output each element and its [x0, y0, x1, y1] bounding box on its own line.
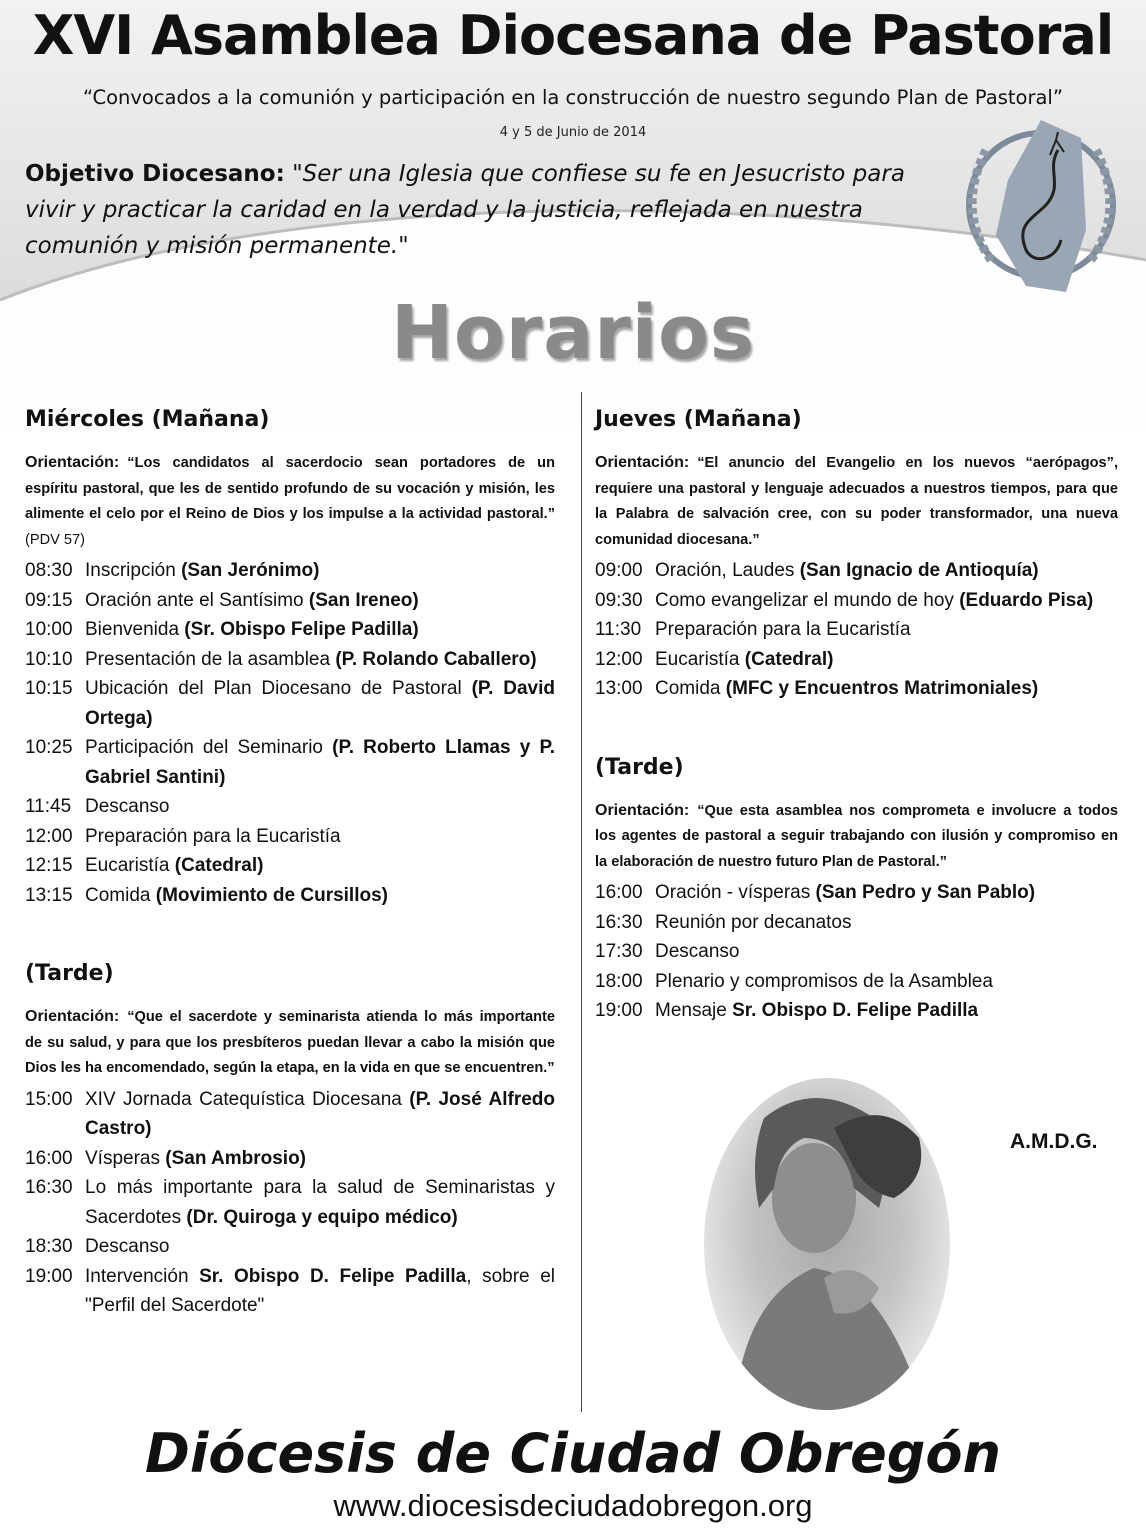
activity-text: Vísperas — [85, 1147, 166, 1169]
schedule-item — [595, 878, 1118, 908]
activity-text: Comida — [85, 884, 156, 906]
schedule-description — [655, 967, 1118, 997]
activity-text: Descanso — [85, 796, 170, 817]
schedule-time: 15:00 — [25, 1088, 73, 1110]
objective-text: "Ser una Iglesia que confiese su fe en Jesucristo para vivir y practicar la caridad en la verdad y la justicia, reflejada en nuestra comunión y misión permanente." — [25, 161, 905, 259]
orientation-text: “Que esta asamblea nos comprometa e involucre a todos los agentes de pastoral a seguir trabajando con ilusión y compromiso en la elaboración de nuestro futuro Plan de Pastoral.” — [595, 802, 1118, 870]
activity-responsible: (San Ambrosio) — [165, 1147, 307, 1169]
schedule-item — [25, 881, 555, 911]
activity-text: XIV Jornada Catequística Diocesana — [85, 1088, 410, 1110]
schedule-description — [655, 674, 1118, 704]
schedule-time: 13:15 — [25, 884, 73, 906]
schedule-description — [85, 1173, 555, 1232]
schedule-description — [655, 556, 1118, 586]
wednesday-morning-heading: Miércoles (Mañana) — [25, 407, 270, 432]
page-title: XVI Asamblea Diocesana de Pastoral — [32, 4, 1114, 67]
activity-text: Eucaristía — [85, 855, 175, 876]
schedule-time: 18:00 — [595, 970, 643, 992]
thursday-morning-heading: Jueves (Mañana) — [595, 407, 802, 432]
schedule-item — [25, 822, 555, 852]
activity-responsible: (P. Rolando Caballero) — [335, 648, 537, 670]
orientation-label: Orientación: — [595, 801, 690, 819]
schedule-description — [655, 908, 1118, 938]
orientation-label: Orientación: — [25, 454, 120, 471]
schedule-description — [85, 1144, 555, 1174]
schedule-time: 10:25 — [25, 737, 73, 758]
schedule-item — [595, 937, 1118, 967]
schedule-description — [85, 733, 555, 792]
schedule-description — [85, 851, 555, 881]
schedule-description — [655, 996, 1118, 1026]
activity-text: Oración ante el Santísimo — [85, 589, 309, 611]
diocese-name: Diócesis de Ciudad Obregón — [145, 1422, 1001, 1485]
activity-text: Intervención — [85, 1265, 200, 1287]
schedule-item — [25, 1144, 555, 1174]
schedule-time: 19:00 — [25, 1265, 73, 1287]
schedule-item — [595, 556, 1118, 586]
wednesday-afternoon-orientation — [25, 1004, 555, 1082]
activity-responsible: (San Ignacio de Antioquía) — [799, 560, 1039, 581]
activity-text: Reunión por decanatos — [655, 911, 852, 933]
activity-text: Eucaristía — [655, 648, 745, 670]
activity-text: Preparación para la Eucaristía — [655, 619, 911, 640]
schedule-time: 09:00 — [595, 560, 643, 581]
schedule-description — [655, 586, 1118, 616]
schedule-item — [25, 645, 555, 675]
activity-text: Ubicación del Plan Diocesano de Pastoral — [85, 678, 472, 699]
activity-responsible: (P. José Alfredo Castro) — [85, 1088, 555, 1139]
activity-note: , sobre el "Perfil del Sacerdote" — [85, 1265, 555, 1316]
activity-text: Presentación de la asamblea — [85, 648, 336, 670]
good-shepherd-image — [704, 1078, 950, 1410]
orientation-label: Orientación: — [595, 454, 690, 471]
diocese-logo-icon — [946, 110, 1136, 300]
wednesday-morning-schedule — [25, 556, 555, 910]
schedule-time: 16:00 — [595, 882, 643, 903]
schedule-item — [25, 1232, 555, 1262]
schedule-time: 11:30 — [595, 619, 642, 640]
activity-text: Plenario y compromisos de la Asamblea — [655, 970, 993, 992]
activity-responsible: (P. David Ortega) — [85, 678, 555, 729]
activity-responsible: (MFC y Encuentros Matrimoniales) — [725, 678, 1039, 699]
schedule-time: 10:00 — [25, 619, 73, 640]
schedule-time: 09:30 — [595, 589, 643, 611]
schedule-description — [655, 937, 1118, 967]
schedule-description — [85, 586, 555, 616]
schedule-item — [25, 1262, 555, 1321]
schedule-time: 16:00 — [25, 1147, 73, 1169]
thursday-morning-schedule — [595, 556, 1118, 704]
schedule-time: 12:00 — [595, 648, 643, 670]
schedule-item — [595, 645, 1118, 675]
schedule-time: 12:15 — [25, 855, 73, 876]
activity-responsible: (Sr. Obispo Felipe Padilla) — [184, 619, 419, 640]
orientation-text: “Los candidatos al sacerdocio sean portadores de un espíritu pastoral, que les de sentido profundo de su vocación y misión, les alimente el celo por el Reino de Dios y los impulse a la actividad pastoral.” — [25, 455, 555, 522]
event-subtitle: “Convocados a la comunión y participación en la construcción de nuestro segundo Plan de Pastoral” — [83, 86, 1063, 109]
schedule-description — [85, 1262, 555, 1321]
schedule-item — [25, 556, 555, 586]
schedule-item — [595, 908, 1118, 938]
activity-text: Mensaje — [655, 1000, 733, 1021]
schedule-time: 09:15 — [25, 589, 73, 611]
schedule-description — [85, 792, 555, 822]
schedule-item — [595, 674, 1118, 704]
schedule-time: 19:00 — [595, 1000, 643, 1021]
schedule-item — [25, 1085, 555, 1144]
activity-text: Bienvenida — [85, 619, 185, 640]
thursday-afternoon-heading: (Tarde) — [595, 754, 684, 780]
website-url[interactable]: www.diocesisdeciudadobregon.org — [333, 1488, 813, 1523]
schedule-description — [85, 1085, 555, 1144]
thursday-afternoon-orientation — [595, 798, 1118, 876]
objective-label: Objetivo Diocesano: — [25, 161, 285, 187]
activity-text: Como evangelizar el mundo de hoy — [655, 589, 960, 611]
activity-responsible: (Catedral) — [744, 648, 834, 670]
orientation-label: Orientación: — [25, 1008, 120, 1025]
schedule-item — [595, 586, 1118, 616]
schedule-description — [655, 645, 1118, 675]
schedule-item — [25, 615, 555, 645]
schedule-description — [85, 556, 555, 586]
schedule-time: 11:45 — [25, 796, 72, 817]
amdg-signature: A.M.D.G. — [1010, 1130, 1098, 1153]
activity-responsible: (Dr. Quiroga y equipo médico) — [186, 1206, 458, 1228]
activity-responsible: (San Ireneo) — [308, 589, 419, 611]
column-divider — [581, 392, 582, 1412]
activity-text: Inscripción — [85, 560, 182, 581]
schedule-description — [85, 881, 555, 911]
wednesday-afternoon-heading: (Tarde) — [25, 961, 114, 986]
schedule-item — [595, 615, 1118, 645]
activity-responsible: (San Pedro y San Pablo) — [815, 882, 1036, 903]
schedule-time: 16:30 — [595, 911, 643, 933]
schedule-heading: Horarios — [391, 290, 755, 376]
activity-text: Oración, Laudes — [655, 560, 800, 581]
diocesan-objective — [25, 156, 945, 264]
schedule-description — [655, 615, 1118, 645]
schedule-description — [85, 615, 555, 645]
activity-responsible: Sr. Obispo D. Felipe Padilla — [199, 1265, 467, 1287]
schedule-item — [25, 733, 555, 792]
schedule-time: 12:00 — [25, 825, 73, 847]
activity-responsible: (P. Roberto Llamas y P. Gabriel Santini) — [85, 737, 555, 788]
activity-responsible: (Catedral) — [174, 855, 264, 876]
schedule-item — [25, 792, 555, 822]
activity-text: Comida — [655, 678, 726, 699]
schedule-item — [25, 1173, 555, 1232]
schedule-item — [25, 586, 555, 616]
schedule-time: 18:30 — [25, 1236, 73, 1257]
activity-text: Descanso — [655, 941, 740, 962]
activity-text: Oración - vísperas — [655, 882, 816, 903]
activity-responsible: (San Jerónimo) — [181, 560, 320, 581]
activity-text: Preparación para la Eucaristía — [85, 825, 341, 847]
schedule-description — [85, 822, 555, 852]
schedule-time: 16:30 — [25, 1177, 73, 1198]
activity-responsible: Sr. Obispo D. Felipe Padilla — [732, 1000, 979, 1021]
activity-text: Lo más importante para la salud de Seminaristas y Sacerdotes — [85, 1177, 555, 1228]
orientation-text: “El anuncio del Evangelio en los nuevos “aerópagos”, requiere una pastoral y lenguaje adecuados a nuestros tiempos, para que la Palabra de salvación cree, con su poder transformador, una nueva comunidad diocesana.” — [595, 455, 1118, 548]
orientation-reference: (PDV 57) — [25, 531, 86, 548]
wednesday-afternoon-schedule — [25, 1085, 555, 1321]
event-date: 4 y 5 de Junio de 2014 — [499, 125, 647, 140]
thursday-morning-orientation — [595, 450, 1118, 553]
schedule-item — [595, 967, 1118, 997]
schedule-time: 08:30 — [25, 560, 73, 581]
schedule-description — [85, 674, 555, 733]
thursday-afternoon-schedule — [595, 878, 1118, 1026]
wednesday-morning-orientation — [25, 450, 555, 553]
schedule-item — [25, 851, 555, 881]
schedule-description — [85, 645, 555, 675]
schedule-time: 10:10 — [25, 648, 73, 670]
activity-responsible: (Eduardo Pisa) — [959, 589, 1094, 611]
wednesday-column — [25, 400, 555, 1321]
schedule-description — [655, 878, 1118, 908]
thursday-column — [595, 400, 1118, 1026]
schedule-description — [85, 1232, 555, 1262]
orientation-text: “Que el sacerdote y seminarista atienda lo más importante de su salud, y para que los presbíteros puedan llevar a cabo la misión que Dios les ha encomendado, según la etapa, en la vida en que se encuentren.” — [25, 1009, 555, 1076]
schedule-time: 17:30 — [595, 941, 643, 962]
schedule-time: 10:15 — [25, 678, 73, 699]
activity-text: Participación del Seminario — [85, 737, 333, 758]
schedule-time: 13:00 — [595, 678, 643, 699]
activity-responsible: (Movimiento de Cursillos) — [155, 884, 388, 906]
schedule-item — [595, 996, 1118, 1026]
activity-text: Descanso — [85, 1236, 170, 1257]
schedule-item — [25, 674, 555, 733]
